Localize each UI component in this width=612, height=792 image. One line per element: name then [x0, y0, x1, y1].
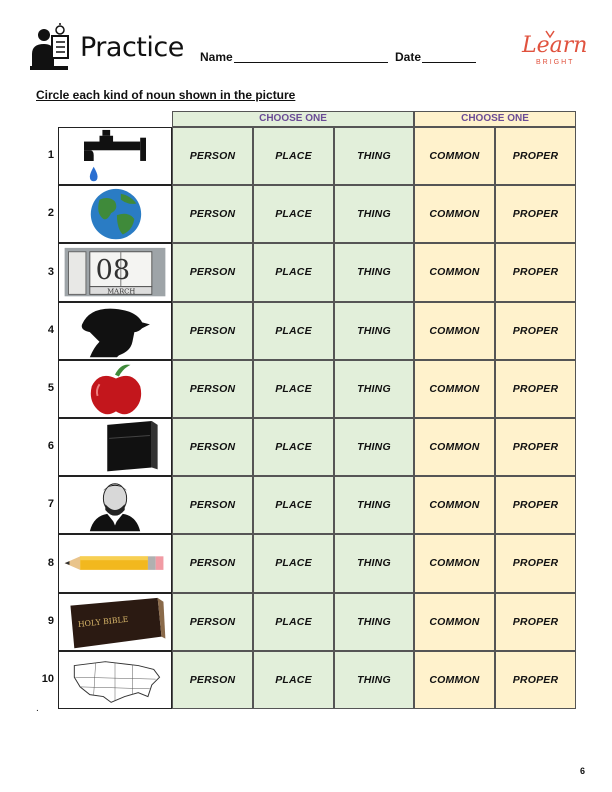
option-proper[interactable]: PROPER: [495, 243, 576, 301]
option-thing[interactable]: THING: [334, 360, 414, 418]
game-console-icon: [59, 419, 171, 475]
picture-cell: [58, 593, 172, 651]
option-common[interactable]: COMMON: [414, 302, 495, 360]
page-header: [0, 0, 612, 90]
choose-one-header-kind: CHOOSE ONE: [414, 111, 576, 127]
option-place[interactable]: PLACE: [253, 418, 334, 476]
option-thing[interactable]: THING: [334, 534, 414, 592]
bible-spine-text: HOLY BIBLE: [77, 614, 129, 629]
option-thing[interactable]: THING: [334, 476, 414, 534]
picture-cell: [58, 418, 172, 476]
option-common[interactable]: COMMON: [414, 185, 495, 243]
option-person[interactable]: PERSON: [172, 476, 253, 534]
logo-subword: BRIGHT: [536, 59, 575, 66]
logo-word: Learn: [522, 33, 588, 58]
option-person[interactable]: PERSON: [172, 127, 253, 185]
option-place[interactable]: PLACE: [253, 243, 334, 301]
option-person[interactable]: PERSON: [172, 185, 253, 243]
practice-person-icon: [28, 22, 74, 72]
option-place[interactable]: PLACE: [253, 593, 334, 651]
option-proper[interactable]: PROPER: [495, 476, 576, 534]
option-place[interactable]: PLACE: [253, 651, 334, 709]
picture-cell: [58, 243, 172, 301]
name-label: Name: [200, 50, 233, 64]
option-proper[interactable]: PROPER: [495, 127, 576, 185]
apple-icon: [59, 361, 171, 417]
option-thing[interactable]: THING: [334, 651, 414, 709]
row-number: 5: [47, 381, 54, 394]
bible-icon: [59, 594, 171, 650]
option-person[interactable]: PERSON: [172, 302, 253, 360]
picture-cell: [58, 476, 172, 534]
globe-icon: [59, 186, 171, 242]
faucet-icon: [59, 128, 171, 184]
page-title: Practice: [80, 32, 184, 63]
option-common[interactable]: COMMON: [414, 476, 495, 534]
picture-cell: [58, 534, 172, 592]
row-number: 1: [47, 149, 54, 162]
option-place[interactable]: PLACE: [253, 534, 334, 592]
pencil-icon: [59, 535, 171, 591]
picture-cell: [58, 302, 172, 360]
option-common[interactable]: COMMON: [414, 127, 495, 185]
date-label: Date: [395, 50, 422, 64]
option-person[interactable]: PERSON: [172, 593, 253, 651]
option-thing[interactable]: THING: [334, 185, 414, 243]
date-field[interactable]: [422, 62, 476, 63]
option-common[interactable]: COMMON: [414, 534, 495, 592]
option-proper[interactable]: PROPER: [495, 418, 576, 476]
calendar-icon: [59, 244, 171, 300]
stray-dot: .: [36, 703, 39, 714]
option-common[interactable]: COMMON: [414, 593, 495, 651]
row-number: 7: [47, 498, 54, 511]
row-number: 4: [47, 323, 54, 336]
option-proper[interactable]: PROPER: [495, 534, 576, 592]
firefighter-silhouette-icon: [59, 303, 171, 359]
row-number: 2: [47, 207, 54, 220]
usa-map-icon: [59, 652, 171, 708]
option-common[interactable]: COMMON: [414, 651, 495, 709]
option-thing[interactable]: THING: [334, 243, 414, 301]
option-proper[interactable]: PROPER: [495, 593, 576, 651]
option-thing[interactable]: THING: [334, 302, 414, 360]
calendar-day: 08: [95, 255, 131, 287]
option-common[interactable]: COMMON: [414, 360, 495, 418]
name-field[interactable]: [234, 62, 388, 63]
option-person[interactable]: PERSON: [172, 534, 253, 592]
picture-cell: [58, 651, 172, 709]
row-number: 9: [47, 614, 54, 627]
page-number: 6: [580, 766, 586, 776]
option-person[interactable]: PERSON: [172, 651, 253, 709]
choose-one-header-type: CHOOSE ONE: [172, 111, 414, 127]
row-number: 6: [47, 440, 54, 453]
row-number: 10: [41, 672, 54, 685]
option-place[interactable]: PLACE: [253, 127, 334, 185]
option-proper[interactable]: PROPER: [495, 651, 576, 709]
option-proper[interactable]: PROPER: [495, 302, 576, 360]
option-thing[interactable]: THING: [334, 418, 414, 476]
option-thing[interactable]: THING: [334, 593, 414, 651]
option-person[interactable]: PERSON: [172, 418, 253, 476]
row-number: 8: [47, 556, 54, 569]
instruction-text: Circle each kind of noun shown in the picture: [36, 88, 296, 102]
option-person[interactable]: PERSON: [172, 243, 253, 301]
picture-cell: [58, 185, 172, 243]
calendar-month: MARCH: [107, 287, 136, 296]
picture-cell: [58, 360, 172, 418]
option-place[interactable]: PLACE: [253, 185, 334, 243]
option-person[interactable]: PERSON: [172, 360, 253, 418]
option-place[interactable]: PLACE: [253, 360, 334, 418]
learn-bright-logo: [518, 28, 588, 68]
option-place[interactable]: PLACE: [253, 302, 334, 360]
picture-cell: [58, 127, 172, 185]
option-thing[interactable]: THING: [334, 127, 414, 185]
option-place[interactable]: PLACE: [253, 476, 334, 534]
option-common[interactable]: COMMON: [414, 418, 495, 476]
row-number: 3: [47, 265, 54, 278]
noun-worksheet: [28, 111, 578, 709]
option-proper[interactable]: PROPER: [495, 185, 576, 243]
option-proper[interactable]: PROPER: [495, 360, 576, 418]
lincoln-portrait-icon: [59, 477, 171, 533]
option-common[interactable]: COMMON: [414, 243, 495, 301]
